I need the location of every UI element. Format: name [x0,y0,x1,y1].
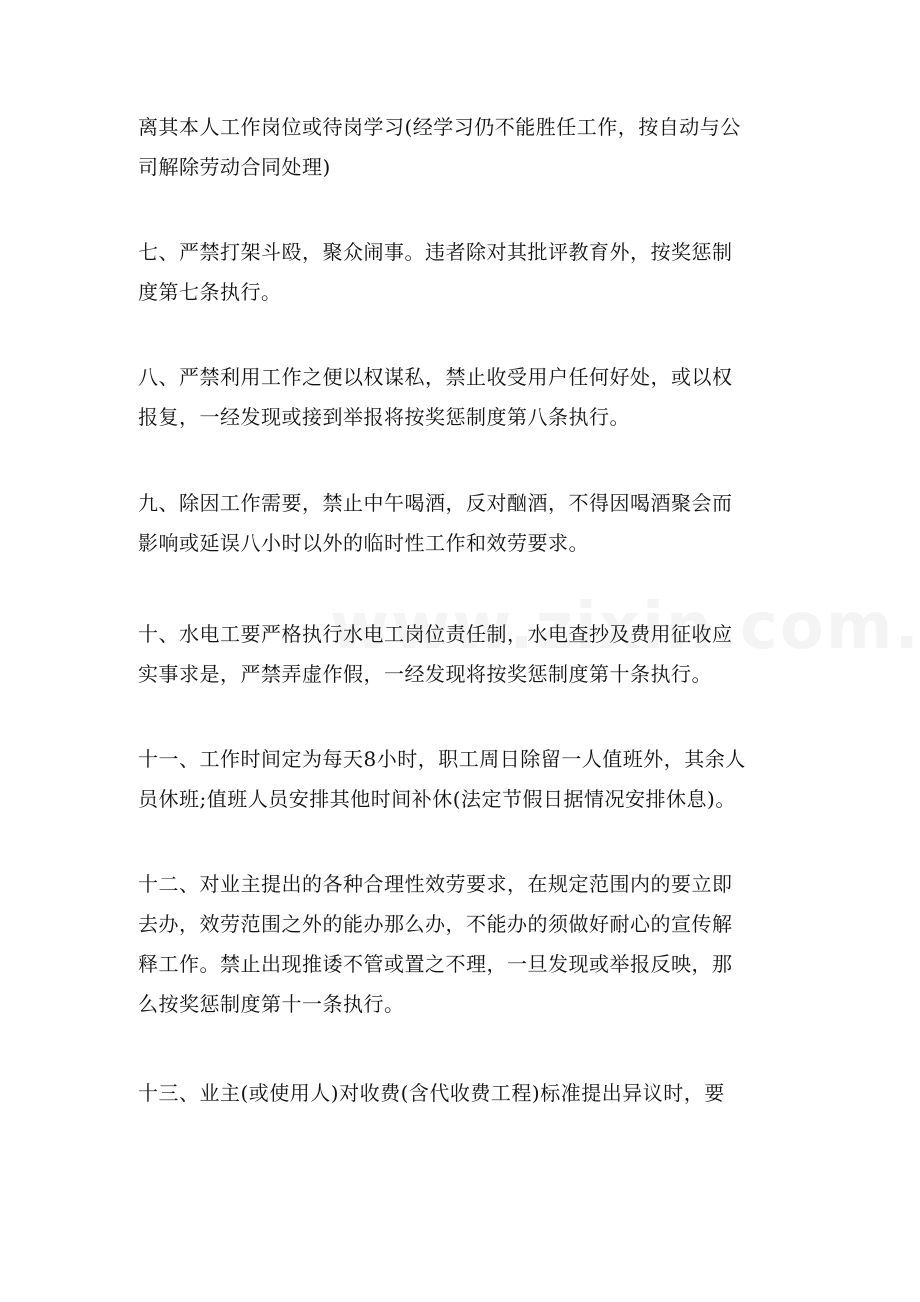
paragraph-12 [138,864,788,1024]
paragraph-7 [138,232,788,312]
text-line: 七、严禁打架斗殴，聚众闹事。违者除对其批评教育外，按奖惩制 [138,240,733,264]
text-line: 员休班;值班人员安排其他时间补休(法定节假日据情况安排休息)。 [138,787,736,811]
text-line: 十三、业主(或使用人)对收费(含代收费工程)标准提出异议时，要 [138,1081,725,1105]
text-line: 十、水电工要严格执行水电工岗位责任制，水电查抄及费用征收应 [138,622,733,646]
paragraph-11 [138,739,788,819]
text-line: 度第七条执行。 [138,280,282,304]
text-line: 实事求是，严禁弄虚作假，一经发现将按奖惩制度第十条执行。 [138,662,712,686]
text-line: 十二、对业主提出的各种合理性效劳要求，在规定范围内的要立即 [138,872,733,896]
text-line: 离其本人工作岗位或待岗学习(经学习仍不能胜任工作，按自动与公 [138,115,741,139]
paragraph-10 [138,614,788,694]
text-line: 报复，一经发现或接到举报将按奖惩制度第八条执行。 [138,405,630,429]
paragraph-continuation [138,107,788,187]
paragraph-9 [138,483,788,563]
paragraph-8 [138,357,788,437]
text-line: 释工作。禁止出现推诿不管或置之不理，一旦发现或举报反映，那 [138,952,733,976]
text-line: 去办，效劳范围之外的能办那么办，不能办的须做好耐心的宣传解 [138,912,733,936]
text-line: 么按奖惩制度第十一条执行。 [138,992,405,1016]
text-line: 十一、工作时间定为每天8小时，职工周日除留一人值班外，其余人 [138,747,746,771]
text-line: 八、严禁利用工作之便以权谋私，禁止收受用户任何好处，或以权 [138,365,733,389]
paragraph-13 [138,1073,788,1113]
text-line: 影响或延误八小时以外的临时性工作和效劳要求。 [138,531,589,555]
text-line: 九、除因工作需要，禁止中午喝酒，反对酗酒，不得因喝酒聚会而 [138,491,733,515]
text-line: 司解除劳动合同处理) [138,155,331,179]
